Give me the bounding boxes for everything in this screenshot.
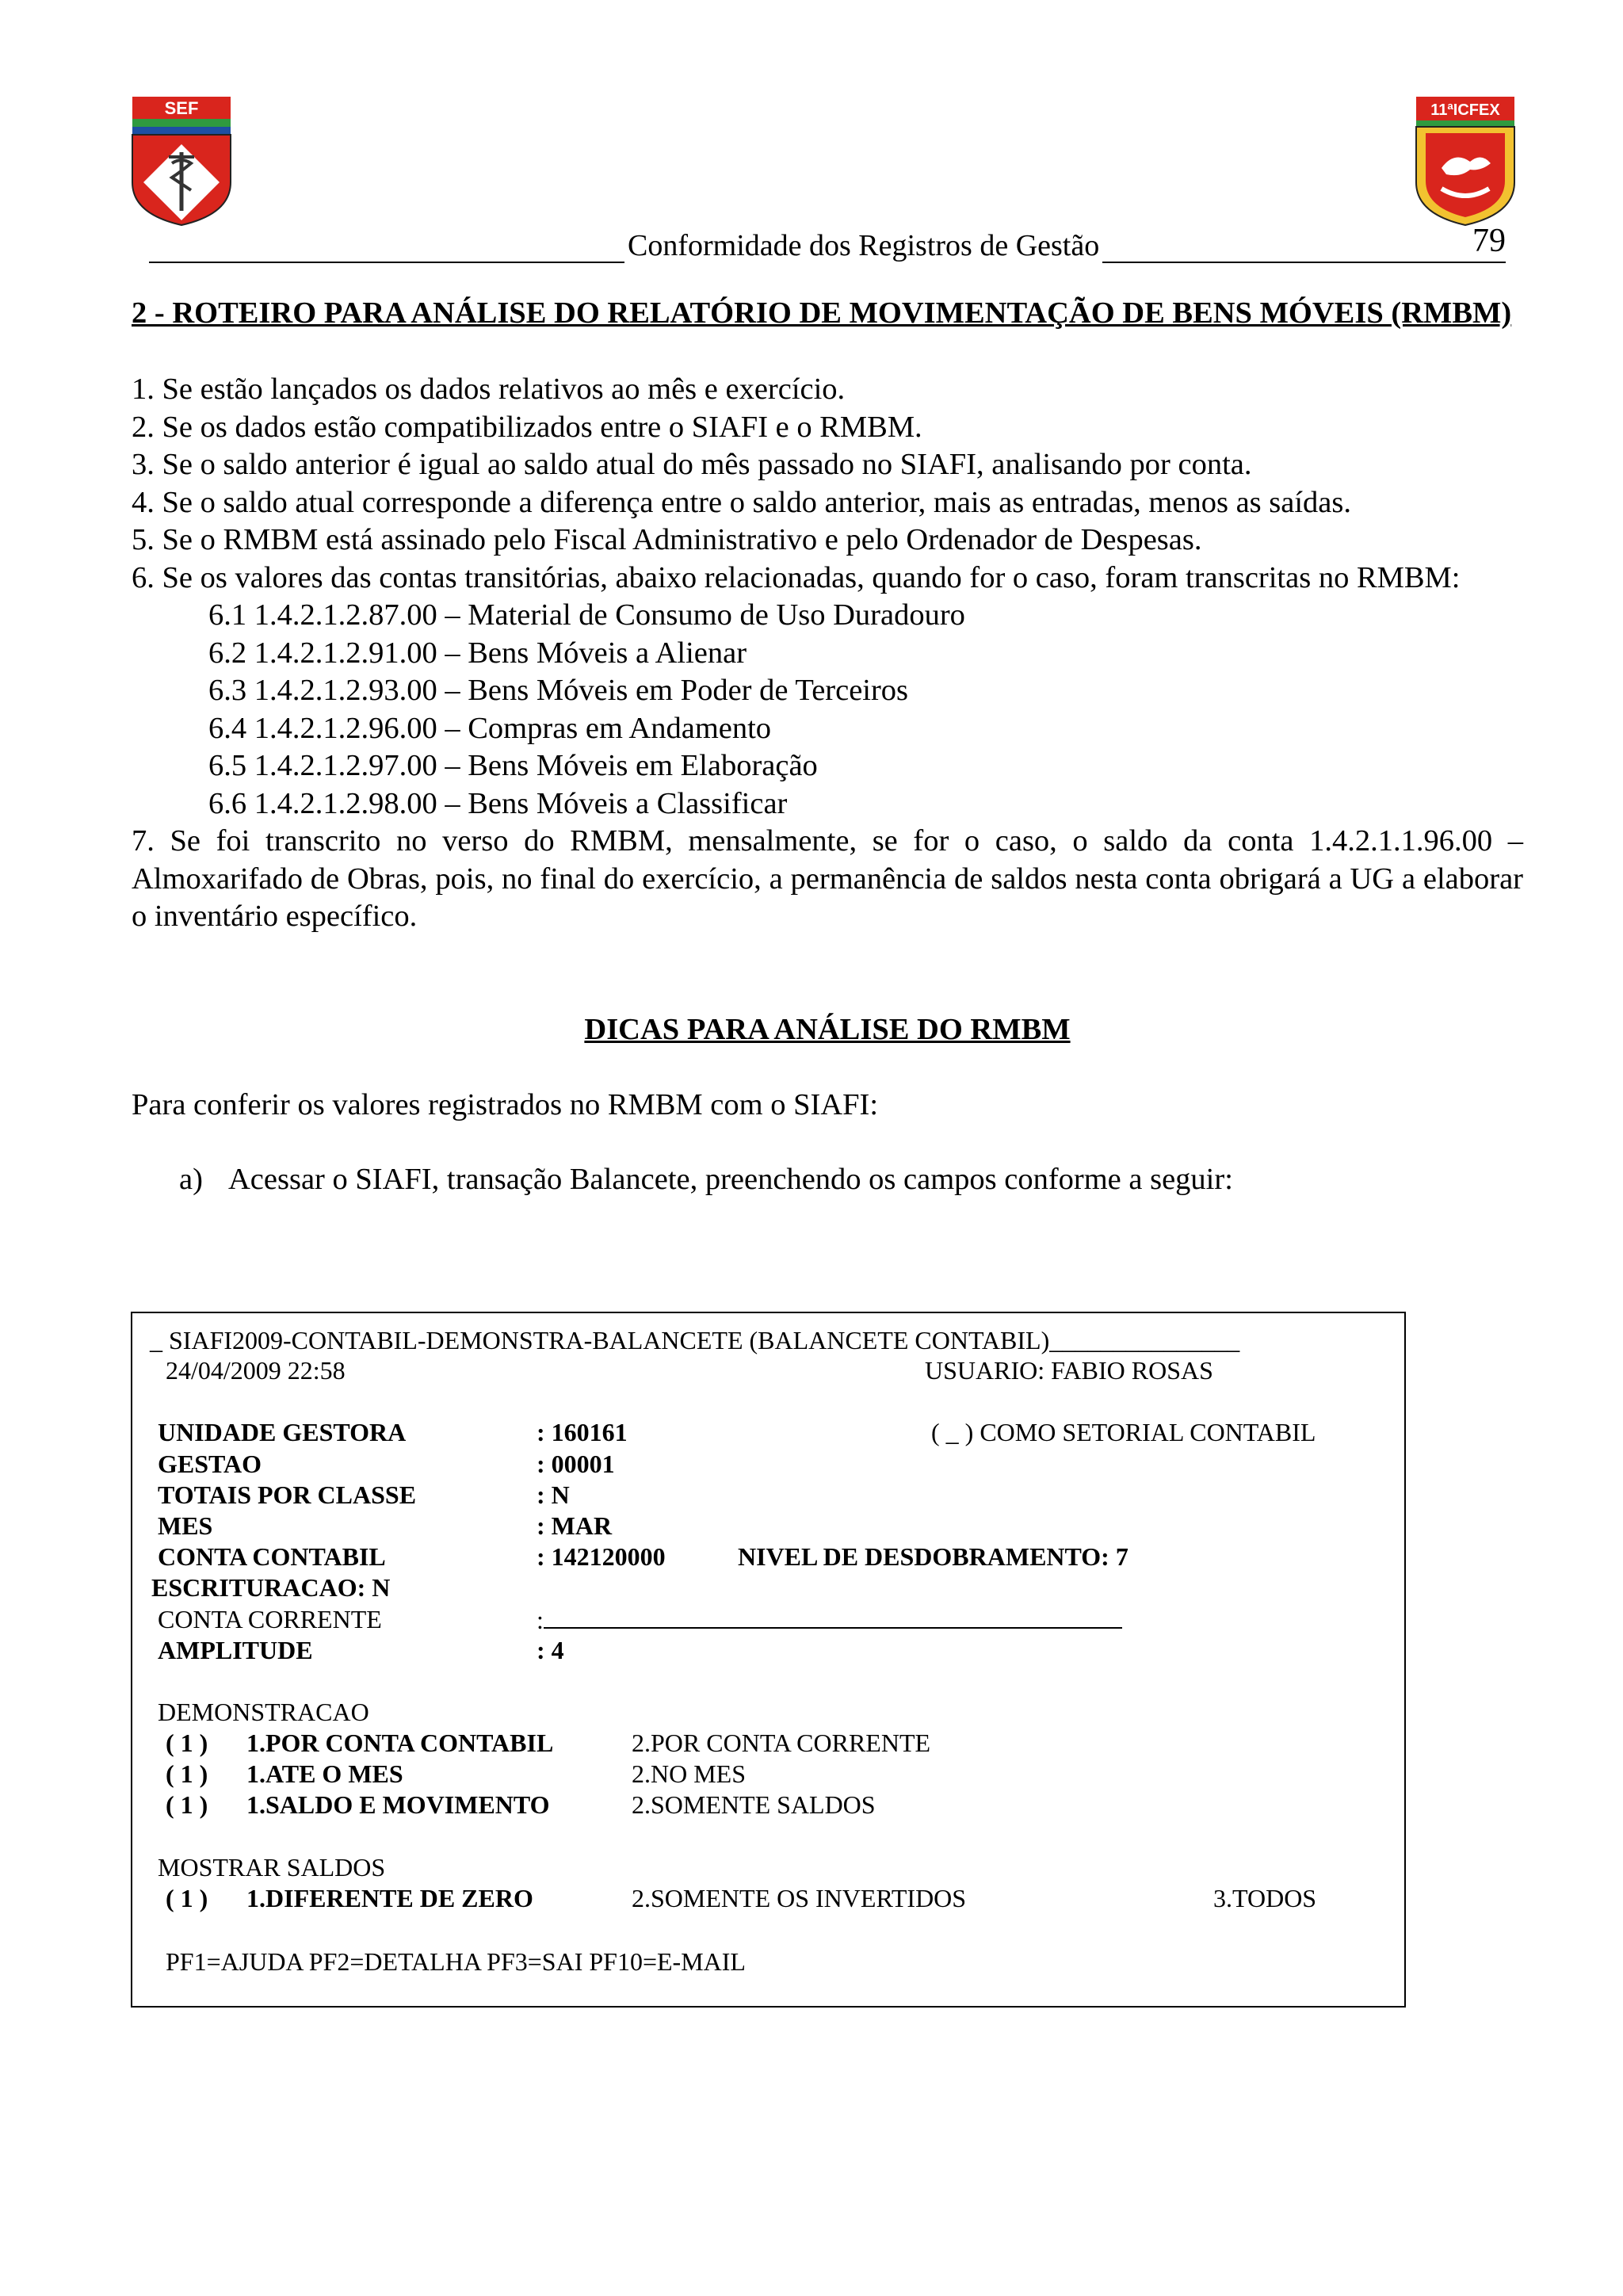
mostrar-saldos-label: MOSTRAR SALDOS <box>158 1853 386 1881</box>
escrituracao-field[interactable]: ESCRITURACAO: N <box>151 1573 391 1602</box>
account-subitem: 6.3 1.4.2.1.2.93.00 – Bens Móveis em Poder de Terceiros <box>208 674 909 707</box>
list-item: 6. Se os valores das contas transitórias, abaixo relacionadas, quando for o caso, foram transcritas no RMBM: <box>132 560 1461 594</box>
gestao-value[interactable]: : 00001 <box>537 1450 615 1478</box>
list-item: 5. Se o RMBM está assinado pelo Fiscal Administrativo e pelo Ordenador de Despesas. <box>132 523 1202 556</box>
setorial-option[interactable]: ( _ ) COMO SETORIAL CONTABIL <box>931 1418 1316 1446</box>
list-item: 7. Se foi transcrito no verso do RMBM, mensalmente, se for o caso, o saldo da conta 1.4.2.1.1.96.00 – Almoxarifado de Obras, pois, no final do exercício, a permanência de saldos nesta conta obrigará a UG a elaborar o inventário específico. <box>132 824 1523 933</box>
svg-text:SEF: SEF <box>164 98 199 118</box>
screen-datetime: 24/04/2009 22:58 <box>166 1356 346 1385</box>
running-title: Conformidade dos Registros de Gestão <box>624 228 1102 263</box>
siafi-screen <box>131 1312 1406 2008</box>
amplitude-value[interactable]: : 4 <box>537 1636 564 1664</box>
conta-value[interactable]: : 142120000 <box>537 1542 666 1571</box>
list-item: 3. Se o saldo anterior é igual ao saldo atual do mês passado no SIAFI, analisando por conta. <box>132 448 1252 481</box>
cc-label: CONTA CORRENTE <box>158 1605 382 1633</box>
list-item: 2. Se os dados estão compatibilizados entre o SIAFI e o RMBM. <box>132 410 922 444</box>
account-subitem: 6.4 1.4.2.1.2.96.00 – Compras em Andamento <box>208 711 772 745</box>
opt1-choice-b[interactable]: 2.POR CONTA CORRENTE <box>632 1729 931 1757</box>
running-header <box>149 223 1506 263</box>
icfex-logo <box>1415 95 1516 227</box>
opt2-selector[interactable]: ( 1 ) <box>166 1759 208 1788</box>
totais-label: TOTAIS POR CLASSE <box>158 1480 417 1509</box>
amplitude-label: AMPLITUDE <box>158 1636 313 1664</box>
account-subitem: 6.2 1.4.2.1.2.91.00 – Bens Móveis a Alienar <box>208 636 747 670</box>
function-keys[interactable]: PF1=AJUDA PF2=DETALHA PF3=SAI PF10=E-MAIL <box>166 1947 746 1976</box>
mes-label: MES <box>158 1511 213 1540</box>
screen-title: _ SIAFI2009-CONTABIL-DEMONSTRA-BALANCETE (BALANCETE CONTABIL)_______________ <box>150 1326 1240 1354</box>
step-text: Acessar o SIAFI, transação Balancete, preenchendo os campos conforme a seguir: <box>228 1162 1233 1196</box>
section-heading: 2 - ROTEIRO PARA ANÁLISE DO RELATÓRIO DE MOVIMENTAÇÃO DE BENS MÓVEIS (RMBM) <box>132 296 1512 330</box>
ug-value[interactable]: : 160161 <box>537 1418 628 1446</box>
list-item: 1. Se estão lançados os dados relativos ao mês e exercício. <box>132 372 846 406</box>
screen-user: USUARIO: FABIO ROSAS <box>925 1356 1213 1385</box>
page-body <box>132 293 1523 1198</box>
opt3-choice-a[interactable]: 1.SALDO E MOVIMENTO <box>246 1790 550 1819</box>
checklist <box>132 371 1523 936</box>
nivel-field[interactable]: NIVEL DE DESDOBRAMENTO: 7 <box>738 1542 1128 1571</box>
cc-input[interactable] <box>544 1603 1122 1629</box>
demonstracao-label: DEMONSTRACAO <box>158 1698 369 1726</box>
sef-logo <box>131 95 232 227</box>
account-subitem: 6.5 1.4.2.1.2.97.00 – Bens Móveis em Elaboração <box>208 749 818 782</box>
opt3-choice-b[interactable]: 2.SOMENTE SALDOS <box>632 1790 876 1819</box>
mes-value[interactable]: : MAR <box>537 1511 613 1540</box>
cc-field[interactable] <box>537 1603 1122 1636</box>
opt1-choice-a[interactable]: 1.POR CONTA CONTABIL <box>246 1729 554 1757</box>
cc-colon: : <box>537 1606 544 1634</box>
tips-step <box>132 1161 1523 1199</box>
opt2-choice-a[interactable]: 1.ATE O MES <box>246 1759 403 1788</box>
svg-text:11ªICFEX: 11ªICFEX <box>1430 101 1500 119</box>
tips-heading: DICAS PARA ANÁLISE DO RMBM <box>584 1012 1071 1046</box>
account-subitem: 6.1 1.4.2.1.2.87.00 – Material de Consumo de Uso Duradouro <box>208 598 965 632</box>
list-item: 4. Se o saldo atual corresponde a diferença entre o saldo anterior, mais as entradas, menos as saídas. <box>132 485 1351 519</box>
opt3-selector[interactable]: ( 1 ) <box>166 1790 208 1819</box>
opt2-choice-b[interactable]: 2.NO MES <box>632 1759 747 1788</box>
tips-intro: Para conferir os valores registrados no RMBM com o SIAFI: <box>132 1088 879 1121</box>
opt4-choice-a[interactable]: 1.DIFERENTE DE ZERO <box>246 1884 533 1912</box>
conta-label: CONTA CONTABIL <box>158 1542 386 1571</box>
account-subitem: 6.6 1.4.2.1.2.98.00 – Bens Móveis a Classificar <box>208 786 788 820</box>
totais-value[interactable]: : N <box>537 1480 570 1509</box>
gestao-label: GESTAO <box>158 1450 262 1478</box>
opt4-choice-c[interactable]: 3.TODOS <box>1213 1884 1317 1912</box>
opt4-choice-b[interactable]: 2.SOMENTE OS INVERTIDOS <box>632 1884 967 1912</box>
opt4-selector[interactable]: ( 1 ) <box>166 1884 208 1912</box>
opt1-selector[interactable]: ( 1 ) <box>166 1729 208 1757</box>
page-number: 79 <box>1472 223 1506 259</box>
ug-label: UNIDADE GESTORA <box>158 1418 407 1446</box>
step-letter: a) <box>179 1162 203 1196</box>
